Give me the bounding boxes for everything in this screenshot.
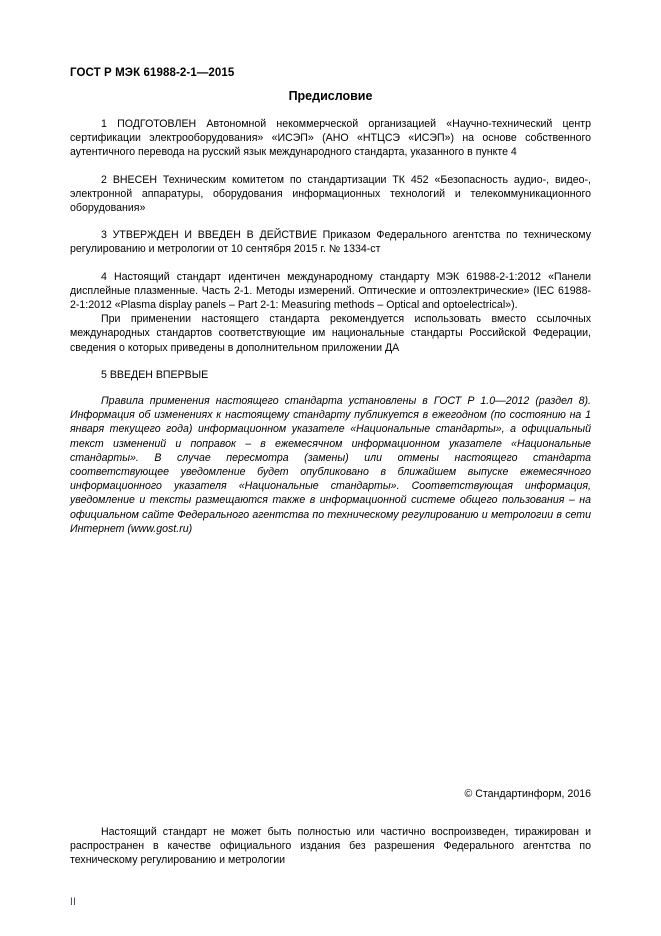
paragraph-introduced-first-time: 5 ВВЕДЕН ВПЕРВЫЕ <box>101 368 209 381</box>
reproduction-notice: Настоящий стандарт не может быть полностью или частично воспроизведен, тиражирован и распространен в качестве официального издания без разрешения Федерального агентства по техническому регулированию и метрологии <box>70 826 591 867</box>
page-title: Предисловие <box>288 89 373 103</box>
paragraph-application-note: При применении настоящего стандарта рекомендуется использовать вместо ссылочных международных стандартов соответствующие им национальные стандарты Российской Федерации, сведения о которых приведены в дополнительном приложении ДА <box>70 313 591 354</box>
paragraph-usage-rules: Правила применения настоящего стандарта установлены в ГОСТ Р 1.0—2012 (раздел 8). Информация об изменениях к настоящему стандарту публикуется в ежегодном (по состоянию на 1 января текущего года) информационном указателе «Национальные стандарты», а официальный текст изменений и поправок – в ежемесячном информационном указателе «Национальные стандарты». В случае пересмотра (замены) или отмены настоящего стандарта соответствующее уведомление будет опубликовано в ближайшем выпуске ежемесячного информационного указателя «Национальные стандарты». Соответствующая информация, уведомление и тексты размещаются также в информационной системе общего пользования – на официальном сайте Федерального агентства по техническому регулированию и метрологии в сети Интернет (www.gost.ru) <box>70 395 591 535</box>
paragraph-identical-standard: 4 Настоящий стандарт идентичен международному стандарту МЭК 61988-2-1:2012 «Панели дисплейные плазменные. Часть 2-1. Методы измерений. Оптические и оптоэлектрические» (IEC 61988-2-1:2012 «Plasma display panels – Part 2-1: Measuring methods – Optical and optoelectrical»). <box>70 270 591 312</box>
bottom-notice-block <box>70 825 591 868</box>
copyright-notice: © Стандартинформ, 2016 <box>464 788 591 800</box>
paragraph-approved-by: 3 УТВЕРЖДЕН И ВВЕДЕН В ДЕЙСТВИЕ Приказом Федерального агентства по техническому регулированию и метрологии от 10 сентября 2015 г. № 1334-ст <box>70 229 591 256</box>
paragraph-submitted-by: 2 ВНЕСЕН Техническим комитетом по стандартизации ТК 452 «Безопасность аудио-, видео-, электронной аппаратуры, оборудования информационных технологий и телекоммуникационного оборудования» <box>70 173 591 215</box>
standard-code-header: ГОСТ Р МЭК 61988-2-1—2015 <box>70 67 235 79</box>
paragraph-prepared-by: 1 ПОДГОТОВЛЕН Автономной некоммерческой организацией «Научно-технический центр сертификации электрооборудования» «ИСЭП» (АНО «НТЦСЭ «ИСЭП») на основе собственного аутентичного перевода на русский язык международного стандарта, указанного в пункте 4 <box>70 118 591 159</box>
page-number: II <box>70 896 76 908</box>
